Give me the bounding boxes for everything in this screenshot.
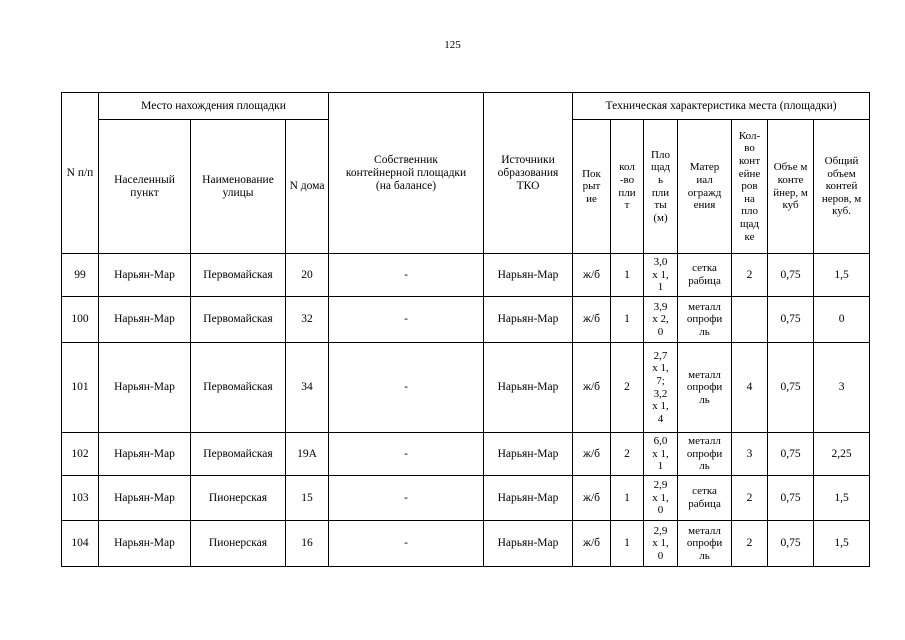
cell-coating: ж/б [573,521,611,567]
cell-num: 100 [62,297,99,343]
cell-volume: 0,75 [768,343,814,433]
cell-owner: - [329,476,484,521]
cell-owner: - [329,254,484,297]
header-fence: Матер иал огражд ения [678,120,732,254]
cell-house: 32 [286,297,329,343]
cell-street: Первомайская [191,254,286,297]
header-containers: Кол-во конт ейне ров на пло щад ке [732,120,768,254]
cell-total: 1,5 [814,476,870,521]
header-total: Общий объем контей неров, м куб. [814,120,870,254]
cell-settlement: Нарьян-Мар [99,433,191,476]
cell-slabs: 1 [611,521,644,567]
header-tech-group: Техническая характеристика места (площадки) [573,93,870,120]
cell-owner: - [329,521,484,567]
table-row [62,297,870,343]
cell-sources: Нарьян-Мар [484,521,573,567]
table-row [62,521,870,567]
header-owner: Собственник контейнерной площадки (на балансе) [329,93,484,254]
cell-coating: ж/б [573,254,611,297]
cell-area: 2,7 х 1,7; 3,2 х 1,4 [644,343,678,433]
cell-total: 2,25 [814,433,870,476]
cell-num: 104 [62,521,99,567]
cell-house: 20 [286,254,329,297]
cell-house: 16 [286,521,329,567]
cell-num: 103 [62,476,99,521]
cell-settlement: Нарьян-Мар [99,343,191,433]
cell-slabs: 1 [611,254,644,297]
cell-owner: - [329,297,484,343]
cell-containers: 2 [732,521,768,567]
cell-coating: ж/б [573,433,611,476]
cell-owner: - [329,433,484,476]
cell-coating: ж/б [573,343,611,433]
cell-area: 2,9 х 1,0 [644,476,678,521]
table-row [62,343,870,433]
cell-slabs: 2 [611,433,644,476]
cell-sources: Нарьян-Мар [484,476,573,521]
cell-slabs: 1 [611,476,644,521]
cell-area: 2,9 х 1,0 [644,521,678,567]
cell-sources: Нарьян-Мар [484,343,573,433]
table-row [62,433,870,476]
cell-street: Первомайская [191,297,286,343]
cell-area: 6,0 х 1,1 [644,433,678,476]
cell-volume: 0,75 [768,433,814,476]
cell-street: Первомайская [191,433,286,476]
cell-house: 15 [286,476,329,521]
cell-slabs: 1 [611,297,644,343]
cell-fence: металл опрофи ль [678,343,732,433]
header-coating: Пок рыт ие [573,120,611,254]
cell-containers [732,297,768,343]
cell-volume: 0,75 [768,521,814,567]
header-num: N п/п [62,93,99,254]
cell-fence: металл опрофи ль [678,297,732,343]
header-row-top [62,93,870,120]
cell-area: 3,0 х 1,1 [644,254,678,297]
header-slabs: кол -во пли т [611,120,644,254]
cell-street: Пионерская [191,521,286,567]
cell-containers: 4 [732,343,768,433]
cell-volume: 0,75 [768,476,814,521]
cell-volume: 0,75 [768,297,814,343]
cell-containers: 3 [732,433,768,476]
cell-settlement: Нарьян-Мар [99,521,191,567]
cell-sources: Нарьян-Мар [484,297,573,343]
cell-total: 3 [814,343,870,433]
header-volume: Объе м конте йнер, м куб [768,120,814,254]
cell-owner: - [329,343,484,433]
cell-num: 101 [62,343,99,433]
table-row [62,476,870,521]
cell-sources: Нарьян-Мар [484,254,573,297]
cell-house: 19А [286,433,329,476]
cell-fence: металл опрофи ль [678,433,732,476]
cell-fence: металл опрофи ль [678,521,732,567]
cell-house: 34 [286,343,329,433]
header-sources: Источники образования ТКО [484,93,573,254]
container-sites-table [61,92,870,567]
cell-fence: сетка рабица [678,254,732,297]
header-house: N дома [286,120,329,254]
cell-num: 99 [62,254,99,297]
table-row [62,254,870,297]
cell-coating: ж/б [573,476,611,521]
cell-total: 1,5 [814,521,870,567]
cell-settlement: Нарьян-Мар [99,297,191,343]
cell-containers: 2 [732,476,768,521]
cell-containers: 2 [732,254,768,297]
cell-sources: Нарьян-Мар [484,433,573,476]
header-location-group: Место нахождения площадки [99,93,329,120]
header-street: Наименование улицы [191,120,286,254]
cell-num: 102 [62,433,99,476]
header-area: Пло щад ь пли ты (м) [644,120,678,254]
cell-slabs: 2 [611,343,644,433]
header-settlement: Населенный пункт [99,120,191,254]
cell-street: Пионерская [191,476,286,521]
cell-fence: сетка рабица [678,476,732,521]
cell-total: 0 [814,297,870,343]
cell-area: 3,9 х 2,0 [644,297,678,343]
cell-total: 1,5 [814,254,870,297]
cell-coating: ж/б [573,297,611,343]
cell-settlement: Нарьян-Мар [99,476,191,521]
page-number: 125 [444,39,461,51]
cell-settlement: Нарьян-Мар [99,254,191,297]
cell-volume: 0,75 [768,254,814,297]
cell-street: Первомайская [191,343,286,433]
